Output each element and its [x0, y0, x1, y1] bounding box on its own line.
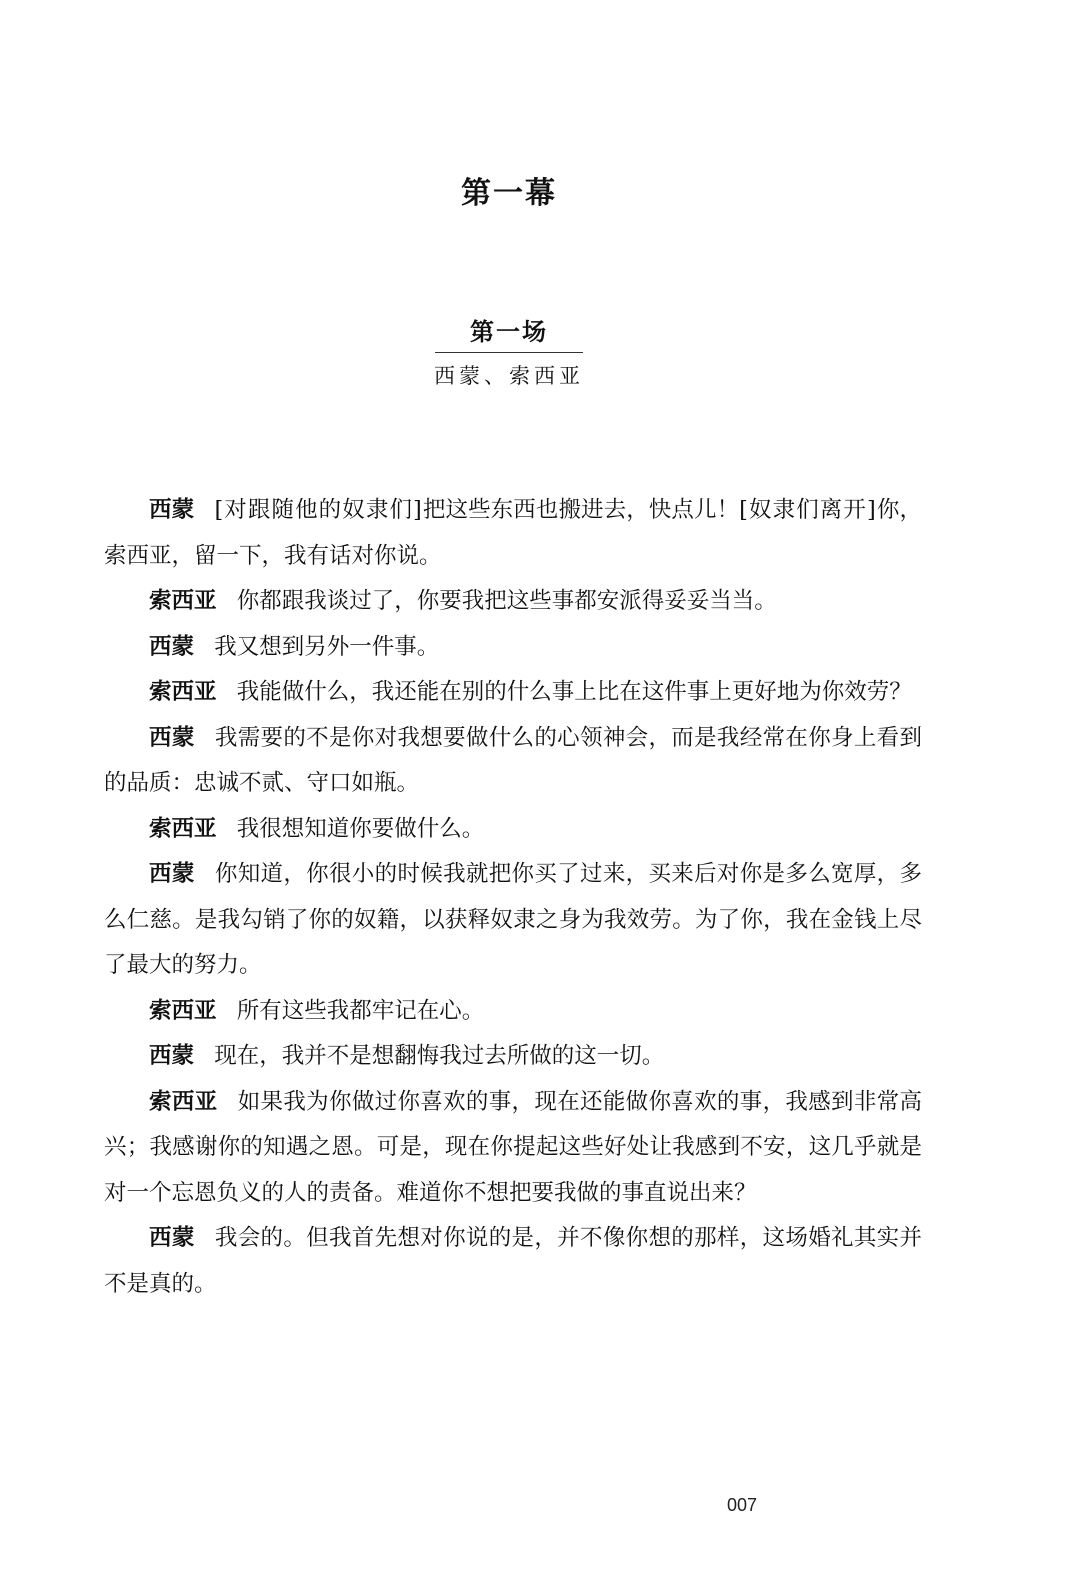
- dialogue-line: [104, 989, 922, 1035]
- dialogue-line: [104, 625, 922, 671]
- page-number: 007: [726, 1495, 758, 1515]
- stage-direction: [奴隶们离开]: [739, 497, 877, 523]
- scene-divider: [435, 352, 583, 353]
- act-title: 第一幕: [461, 176, 557, 211]
- line-text: 我又想到另外一件事。: [214, 633, 440, 660]
- dialogue-line: [104, 716, 922, 807]
- speaker-name: 索西亚: [149, 588, 217, 614]
- line-text: 我会的。但我首先想对你说的是，并不像你想的那样，这场婚礼其实并不是真的。: [104, 1225, 922, 1297]
- speaker-name: 西蒙: [149, 633, 195, 660]
- line-text: 你，索西亚，留一下，我有话对你说。: [104, 497, 922, 569]
- stage-direction: [对跟随他的奴隶们]: [214, 497, 423, 523]
- dialogue-line: [104, 1216, 922, 1307]
- line-text: 你知道，你很小的时候我就把你买了过来，买来后对你是多么宽厚，多么仁慈。是我勾销了你的奴籍，以获释奴隶之身为我效劳。为了你，我在金钱上尽了最大的努力。: [104, 861, 922, 978]
- dialogue-line: [104, 1034, 922, 1080]
- line-text: 把这些东西也搬进去，快点儿！: [422, 497, 740, 523]
- line-text: 如果我为你做过你喜欢的事，现在还能做你喜欢的事，我感到非常高兴；我感谢你的知遇之恩。可是，现在你提起这些好处让我感到不安，这几乎就是对一个忘恩负义的人的责备。难道你不想把要我做的事直说出来？: [104, 1088, 922, 1206]
- scene-cast: 西蒙、索西亚: [434, 364, 584, 388]
- speaker-name: 西蒙: [149, 1225, 195, 1251]
- line-text: 你都跟我谈过了，你要我把这些事都安派得妥妥当当。: [236, 588, 777, 614]
- speaker-name: 西蒙: [149, 1043, 195, 1069]
- line-text: 所有这些我都牢记在心。: [236, 997, 485, 1024]
- dialogue-line: [104, 807, 922, 853]
- line-text: 我需要的不是你对我想要做什么的心领神会，而是我经常在你身上看到的品质：忠诚不贰、守口如瓶。: [104, 724, 922, 796]
- dialogue-line: [104, 670, 922, 716]
- speaker-name: 索西亚: [149, 997, 217, 1024]
- dialogue-line: [104, 488, 922, 579]
- speaker-name: 西蒙: [149, 861, 195, 887]
- dialogue-line: [104, 579, 922, 625]
- speaker-name: 西蒙: [149, 724, 195, 751]
- line-text: 现在，我并不是想翻悔我过去所做的这一切。: [214, 1043, 665, 1069]
- speaker-name: 索西亚: [149, 1088, 218, 1115]
- line-text: 我能做什么，我还能在别的什么事上比在这件事上更好地为你效劳？: [236, 679, 912, 705]
- line-text: 我很想知道你要做什么。: [236, 815, 485, 842]
- dialogue-line: [104, 852, 922, 989]
- speaker-name: 西蒙: [149, 497, 195, 523]
- scene-title: 第一场: [470, 317, 548, 346]
- dialogue-block: [104, 488, 922, 1307]
- speaker-name: 索西亚: [149, 815, 217, 842]
- speaker-name: 索西亚: [149, 679, 217, 705]
- dialogue-line: [104, 1080, 922, 1217]
